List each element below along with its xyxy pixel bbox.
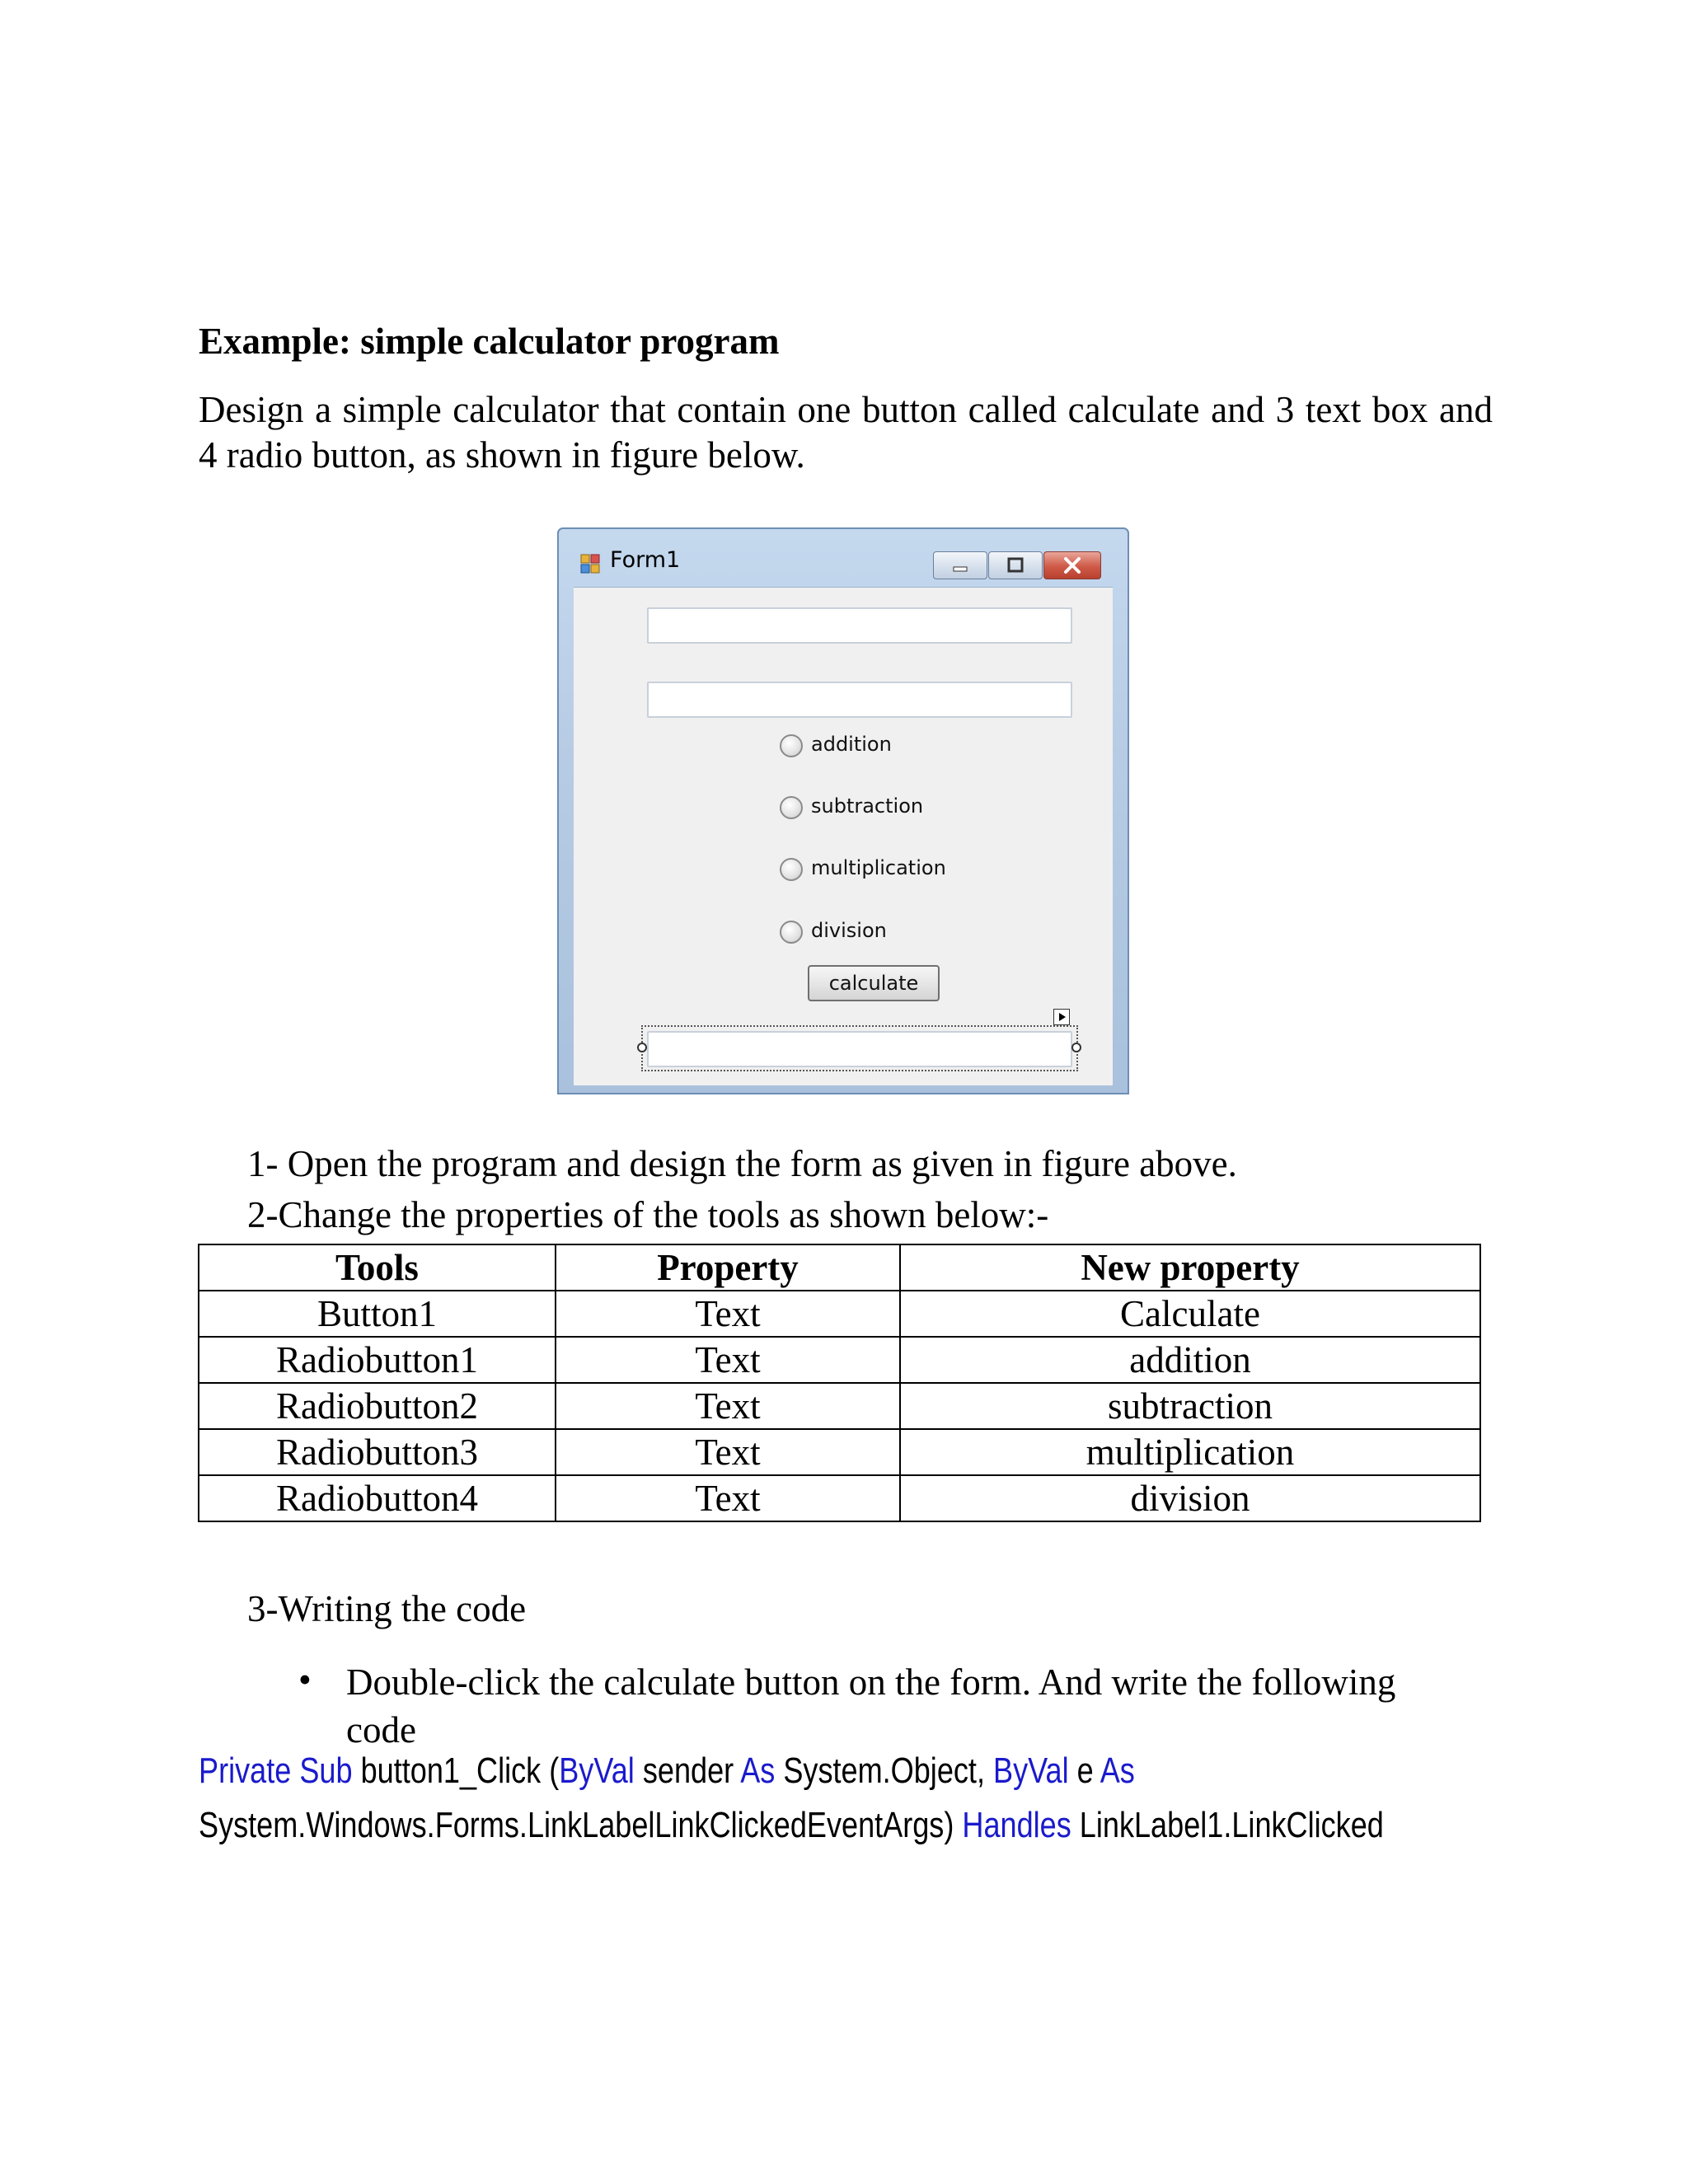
cell-new-property: Calculate <box>900 1291 1480 1337</box>
code-keyword: Handles <box>962 1805 1071 1845</box>
bullet-icon: • <box>298 1659 312 1700</box>
form-window-figure <box>557 527 1129 1094</box>
code-keyword: ByVal <box>559 1750 635 1791</box>
table-row <box>199 1337 1480 1383</box>
code-keyword: ByVal <box>993 1750 1069 1791</box>
header-property: Property <box>556 1244 900 1291</box>
radio-multiplication[interactable] <box>780 858 803 881</box>
smart-tag-arrow-icon[interactable] <box>1053 1009 1070 1025</box>
code-keyword: Sub <box>299 1750 353 1791</box>
table-row <box>199 1475 1480 1521</box>
code-identifier: LinkLabel1.LinkClicked <box>1079 1805 1384 1845</box>
cell-tool: Radiobutton1 <box>199 1337 556 1383</box>
header-tools: Tools <box>199 1244 556 1291</box>
cell-new-property: addition <box>900 1337 1480 1383</box>
radio-subtraction[interactable] <box>780 796 803 819</box>
intro-paragraph: Design a simple calculator that contain one button called calculate and 3 text box and 4 radio button, as shown in figure below. <box>199 389 1493 476</box>
cell-tool: Button1 <box>199 1291 556 1337</box>
textbox-1[interactable] <box>647 607 1072 644</box>
table-header-row <box>199 1244 1480 1291</box>
cell-tool: Radiobutton3 <box>199 1429 556 1475</box>
radio-division[interactable] <box>780 921 803 944</box>
properties-table <box>198 1244 1481 1522</box>
bullet-text: Double-click the calculate button on the form. And write the following code <box>346 1661 1396 1750</box>
maximize-icon <box>989 552 1042 579</box>
step-1-text: 1- Open the program and design the form as given in figure above. <box>247 1143 1237 1184</box>
radio-division-label: division <box>811 919 887 942</box>
radio-addition-label: addition <box>811 733 892 756</box>
resize-handle-right[interactable] <box>1071 1043 1081 1052</box>
textbox-3-result[interactable] <box>647 1031 1072 1067</box>
cell-property: Text <box>556 1337 900 1383</box>
table-row <box>199 1291 1480 1337</box>
cell-tool: Radiobutton4 <box>199 1475 556 1521</box>
code-line-2 <box>199 1805 1384 1846</box>
code-keyword: As <box>740 1750 776 1791</box>
close-button[interactable] <box>1043 551 1101 579</box>
step-3-text: 3-Writing the code <box>247 1588 527 1629</box>
textbox-2[interactable] <box>647 682 1072 718</box>
cell-new-property: multiplication <box>900 1429 1480 1475</box>
code-punct: ( <box>549 1750 560 1791</box>
code-identifier: System.Windows.Forms.LinkLabelLinkClickedEventArgs) <box>199 1805 954 1845</box>
minimize-button[interactable] <box>933 551 987 579</box>
minimize-icon <box>934 552 987 579</box>
window-titlebar <box>559 529 1128 587</box>
form-app-icon <box>580 554 600 574</box>
step-2-text: 2-Change the properties of the tools as shown below:- <box>247 1194 1049 1235</box>
table-row <box>199 1429 1480 1475</box>
code-identifier: button1_Click <box>360 1750 542 1791</box>
maximize-button[interactable] <box>988 551 1043 579</box>
cell-property: Text <box>556 1383 900 1429</box>
cell-tool: Radiobutton2 <box>199 1383 556 1429</box>
cell-property: Text <box>556 1429 900 1475</box>
cell-new-property: division <box>900 1475 1480 1521</box>
example-heading: Example: simple calculator program <box>199 321 780 362</box>
code-identifier: e <box>1076 1750 1094 1791</box>
cell-property: Text <box>556 1475 900 1521</box>
code-keyword: Private <box>199 1750 292 1791</box>
close-icon <box>1044 552 1100 579</box>
code-line-1 <box>199 1750 1135 1792</box>
code-keyword: As <box>1100 1750 1135 1791</box>
code-identifier: System.Object, <box>783 1750 985 1791</box>
header-new-property: New property <box>900 1244 1480 1291</box>
form-client-area <box>574 587 1113 1085</box>
radio-subtraction-label: subtraction <box>811 794 924 818</box>
cell-property: Text <box>556 1291 900 1337</box>
code-identifier: sender <box>642 1750 734 1791</box>
cell-new-property: subtraction <box>900 1383 1480 1429</box>
resize-handle-left[interactable] <box>637 1043 647 1052</box>
table-row <box>199 1383 1480 1429</box>
radio-addition[interactable] <box>780 734 803 757</box>
window-title: Form1 <box>610 547 681 573</box>
calculate-button[interactable]: calculate <box>808 965 940 1001</box>
radio-multiplication-label: multiplication <box>811 856 946 879</box>
